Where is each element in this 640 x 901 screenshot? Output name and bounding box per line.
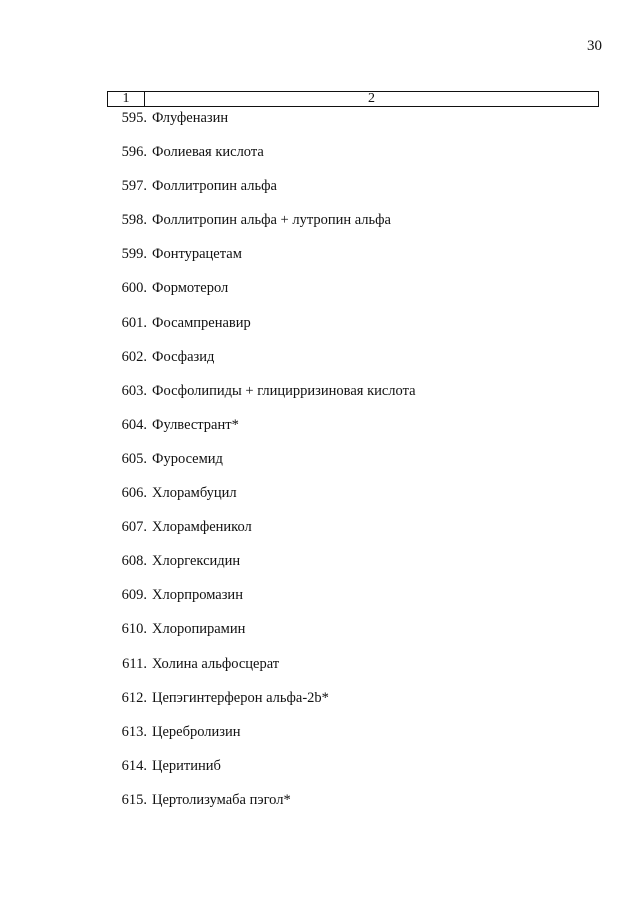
entry-name: Хлоропирамин [152, 621, 246, 638]
entry-number: 611. [122, 655, 147, 672]
entry-name: Фулвестрант* [152, 416, 239, 433]
list-item [107, 314, 416, 348]
entry-name: Хлорамфеникол [152, 519, 252, 536]
entry-number: 602. [121, 348, 147, 365]
entry-number: 614. [121, 757, 147, 774]
entry-number: 610. [121, 621, 147, 638]
entry-name: Холина альфосцерат [152, 655, 280, 672]
list-item [107, 211, 416, 245]
entry-name: Формотерол [152, 280, 229, 297]
entry-name: Хлорамбуцил [152, 485, 237, 502]
entry-number: 608. [121, 553, 147, 570]
entry-number: 600. [121, 280, 147, 297]
entry-number: 615. [121, 791, 147, 808]
list-item [107, 791, 416, 825]
table-header-col-2: 2 [368, 91, 375, 106]
entry-name: Хлорпромазин [152, 587, 243, 604]
table-header-col-1: 1 [108, 92, 145, 106]
entry-name: Фоллитропин альфа + лутропин альфа [152, 212, 391, 229]
entry-number: 597. [121, 178, 147, 195]
entry-number: 613. [121, 723, 147, 740]
entry-number: 606. [121, 485, 147, 502]
entry-number: 604. [121, 416, 147, 433]
entry-name: Фолиевая кислота [152, 144, 264, 161]
entry-number: 609. [121, 587, 147, 604]
entry-number: 605. [121, 450, 147, 467]
list-item [107, 484, 416, 518]
entry-name: Фонтурацетам [152, 246, 242, 263]
entry-name: Фосфолипиды + глицирризиновая кислота [152, 382, 416, 399]
entry-number: 599. [121, 246, 147, 263]
list-item [107, 723, 416, 757]
list-item [107, 655, 416, 689]
entry-number: 603. [121, 382, 147, 399]
list-item [107, 689, 416, 723]
entry-number: 595. [121, 110, 147, 126]
list-item [107, 348, 416, 382]
entry-number: 607. [121, 519, 147, 536]
list-item [107, 109, 416, 143]
list-item [107, 586, 416, 620]
entry-name: Хлоргексидин [152, 553, 241, 570]
entry-number: 598. [121, 212, 147, 229]
table-header [107, 91, 599, 107]
list-item [107, 143, 416, 177]
entry-name: Фоллитропин альфа [152, 178, 277, 195]
list-item [107, 382, 416, 416]
entry-name: Фосфазид [152, 348, 215, 365]
entry-name: Церебролизин [152, 723, 241, 740]
page-number: 30 [587, 38, 602, 54]
entry-number: 612. [121, 689, 147, 706]
entry-name: Фуросемид [152, 450, 223, 467]
list-item [107, 279, 416, 313]
list-item [107, 518, 416, 552]
list-item [107, 620, 416, 654]
drug-list [107, 109, 416, 825]
list-item [107, 552, 416, 586]
entry-name: Фосампренавир [152, 314, 251, 331]
entry-name: Церитиниб [152, 757, 221, 774]
list-item [107, 450, 416, 484]
entry-name: Флуфеназин [152, 110, 229, 126]
entry-name: Цепэгинтерферон альфа-2b* [152, 689, 329, 706]
entry-number: 601. [121, 314, 147, 331]
list-item [107, 757, 416, 791]
list-item [107, 177, 416, 211]
list-item [107, 245, 416, 279]
entry-name: Цертолизумаба пэгол* [152, 791, 291, 808]
entry-number: 596. [121, 144, 147, 161]
list-item [107, 416, 416, 450]
